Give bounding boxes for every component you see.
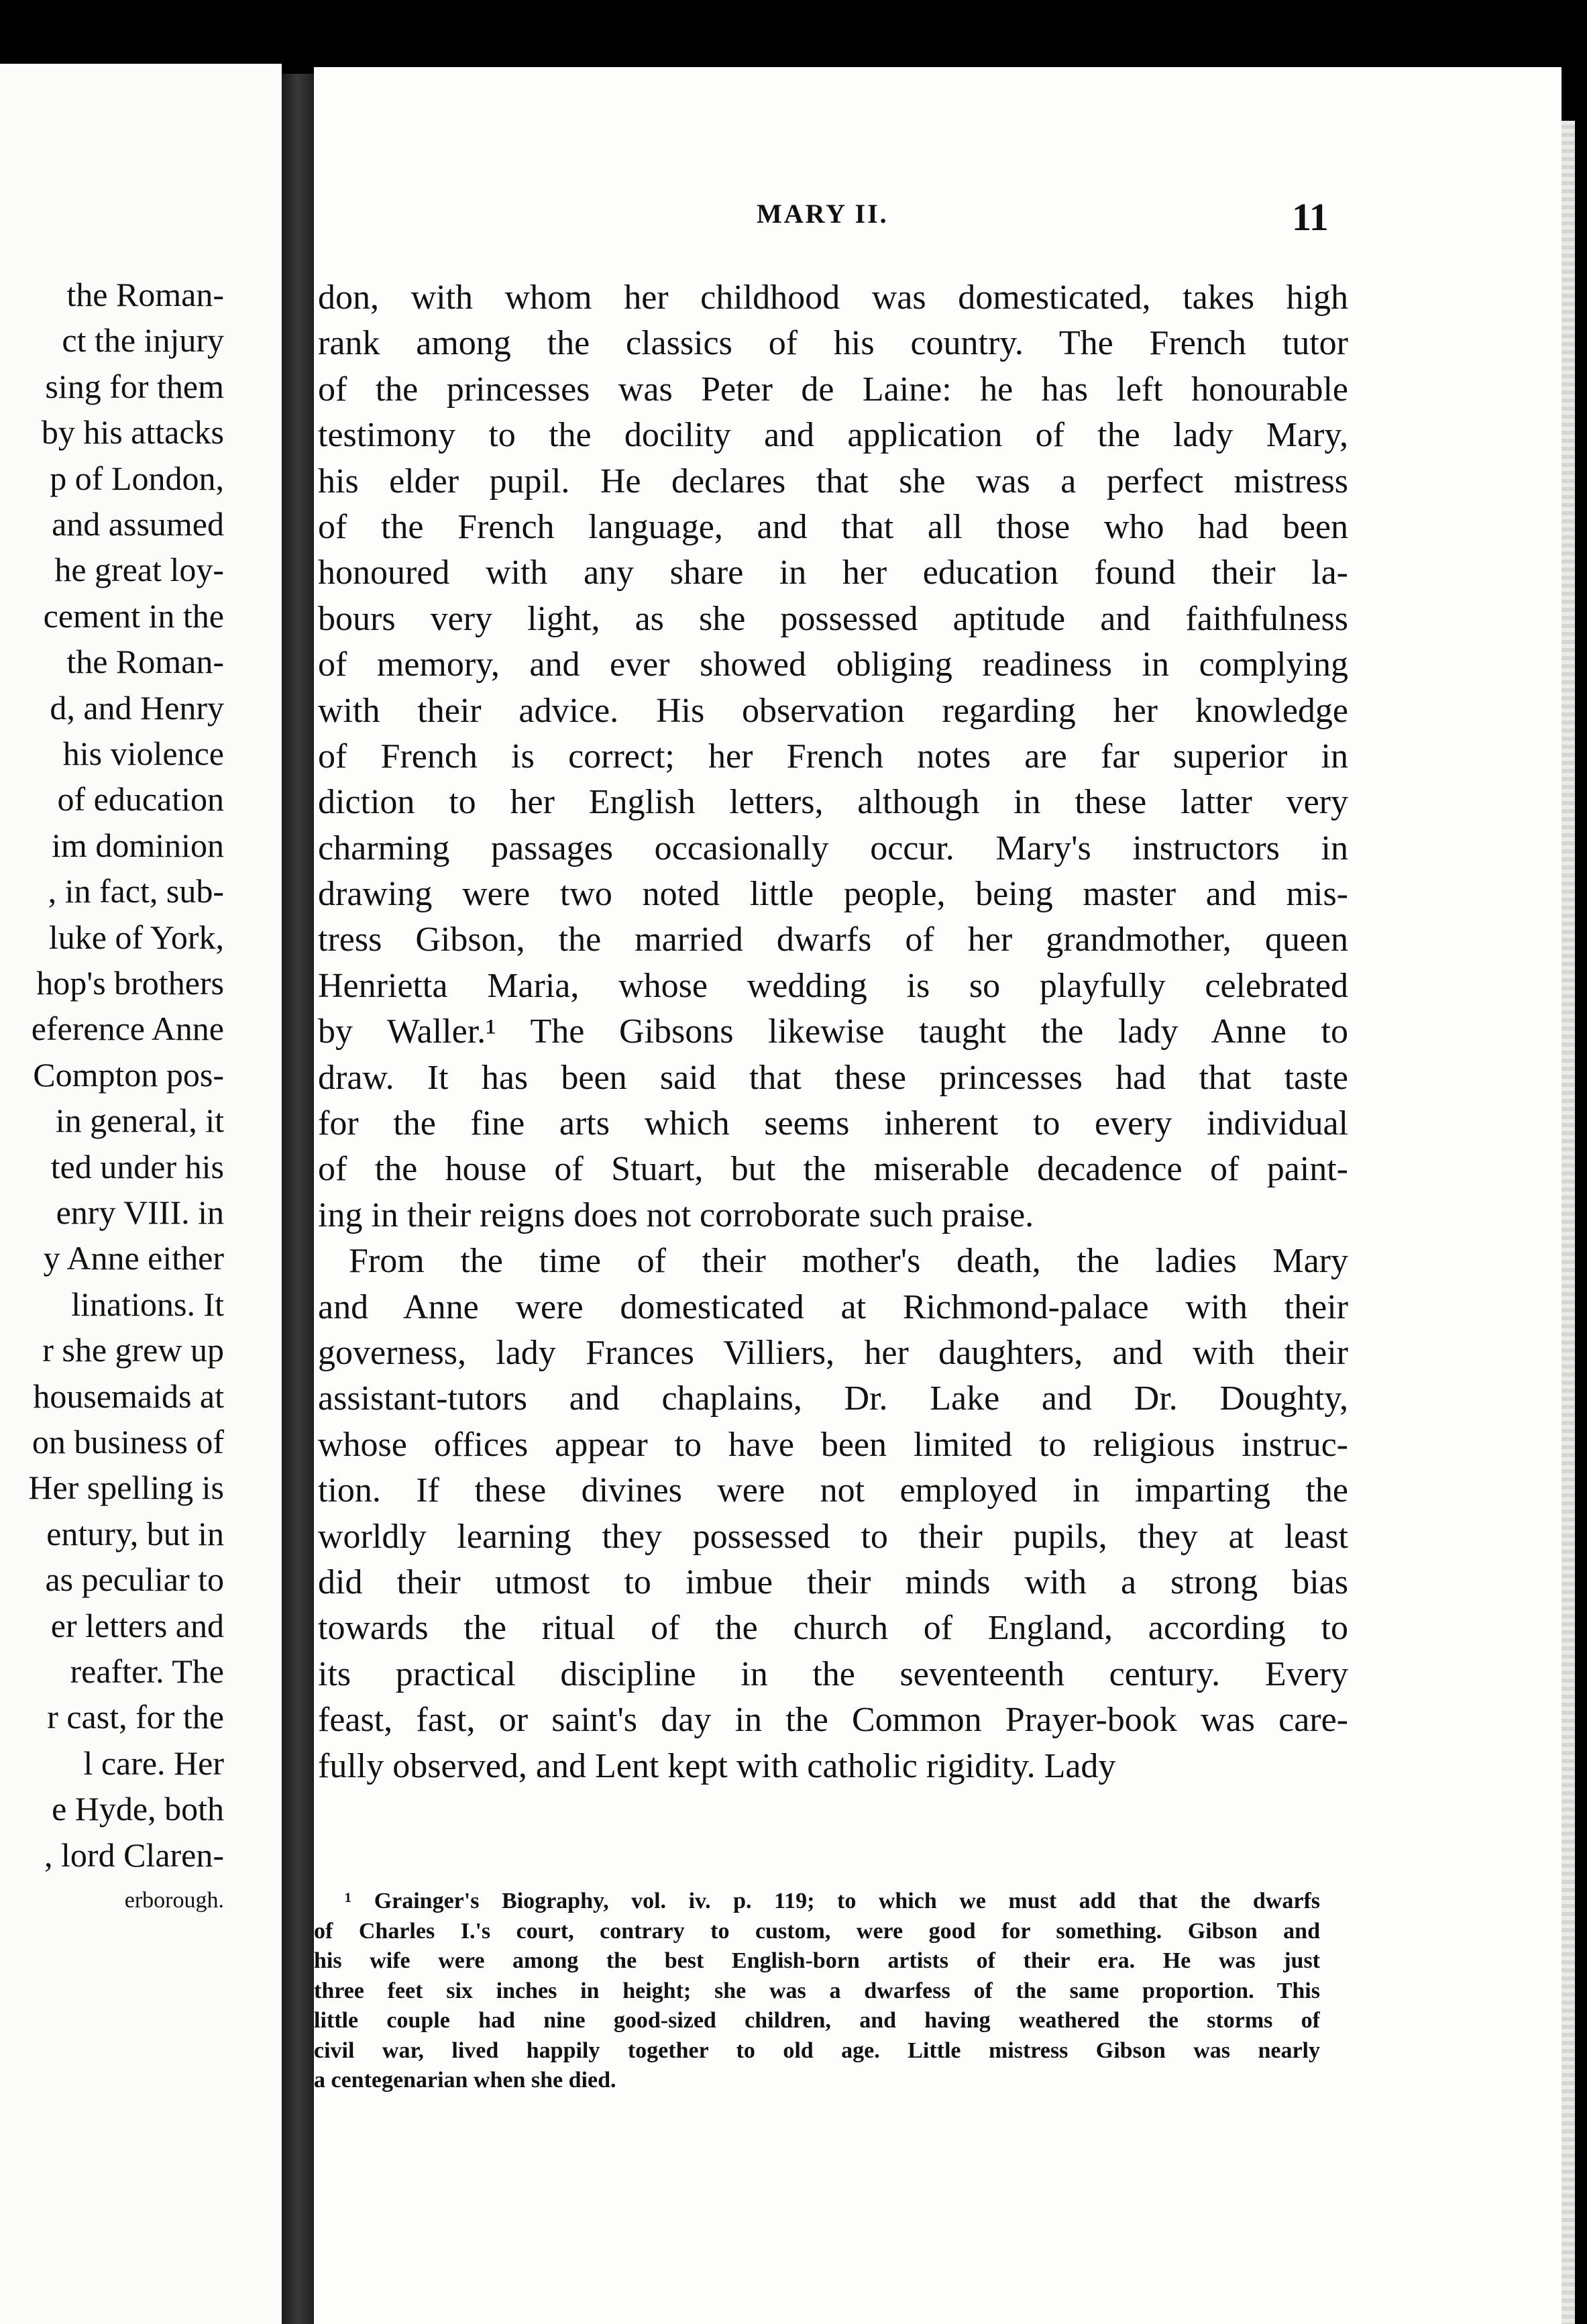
body-line: charming passages occasionally occur. Mary's instructors in (318, 829, 1348, 867)
left-page-line: the Roman- (66, 643, 224, 681)
body-text (318, 275, 1348, 1789)
body-line: governess, lady Frances Villiers, her daughters, and with their (318, 1333, 1348, 1372)
body-line: worldly learning they possessed to their pupils, they at least (318, 1517, 1348, 1556)
left-page-line: enry VIII. in (56, 1194, 224, 1231)
body-line: ing in their reigns does not corroborate such praise. (318, 1196, 1034, 1234)
body-line: tress Gibson, the married dwarfs of her grandmother, queen (318, 920, 1348, 959)
body-line: honoured with any share in her education found their la- (318, 553, 1348, 592)
footnotes (314, 1887, 1320, 2096)
body-line: bours very light, as she possessed aptitude and faithfulness (318, 599, 1348, 638)
footnote-line: three feet six inches in height; she was a dwarfess of the same proportion. This (314, 1978, 1320, 2003)
left-page-line: on business of (32, 1423, 224, 1461)
left-page-line: er letters and (50, 1606, 224, 1644)
body-line: did their utmost to imbue their minds with a strong bias (318, 1563, 1348, 1601)
left-page-line: of education (57, 780, 224, 818)
left-page-line: ted under his (50, 1147, 224, 1185)
body-line: testimony to the docility and application of the lady Mary, (318, 416, 1348, 455)
body-line: of French is correct; her French notes are far superior in (318, 737, 1348, 776)
body-line: with their advice. His observation regarding her knowledge (318, 691, 1348, 730)
page-number: 11 (1292, 195, 1329, 239)
body-line: From the time of their mother's death, the ladies Mary (349, 1242, 1348, 1281)
left-page-line: , lord Claren- (44, 1836, 224, 1874)
left-page-line: Her spelling is (28, 1469, 224, 1507)
body-line: towards the ritual of the church of England, according to (318, 1609, 1348, 1648)
footnote-line: civil war, lived happily together to old age. Little mistress Gibson was nearly (314, 2038, 1320, 2063)
left-page-line: y Anne either (43, 1239, 224, 1277)
footnote-line: a centegenarian when she died. (314, 2068, 616, 2093)
footnote-line: of Charles I.'s court, contrary to custom, were good for something. Gibson and (314, 1918, 1320, 1944)
left-page-line: eference Anne (31, 1010, 224, 1048)
left-page-line: r she grew up (42, 1331, 224, 1369)
body-line: of memory, and ever showed obliging readiness in complying (318, 645, 1348, 684)
body-line: of the house of Stuart, but the miserable decadence of paint- (318, 1150, 1348, 1189)
left-page-line: linations. It (71, 1285, 224, 1323)
footnote-line: little couple had nine good-sized children, and having weathered the storms of (314, 2008, 1320, 2033)
left-page-line: sing for them (45, 367, 224, 405)
body-line: of the French language, and that all those who had been (318, 507, 1348, 546)
left-page-line: hop's brothers (36, 964, 224, 1002)
left-page-line: l care. Her (83, 1744, 224, 1782)
left-page-line: erborough. (124, 1888, 224, 1913)
left-page-line: by his attacks (41, 413, 224, 452)
left-page-line: Compton pos- (33, 1055, 224, 1094)
footnote-line: his wife were among the best English-born artists of their era. He was just (314, 1948, 1320, 1973)
left-page-line: e Hyde, both (52, 1790, 224, 1828)
left-page-line: he great loy- (54, 551, 224, 589)
left-page-line: reafter. The (70, 1652, 224, 1690)
body-line: its practical discipline in the seventeenth century. Every (318, 1654, 1348, 1693)
left-page-line: ct the injury (62, 321, 224, 360)
right-page (314, 67, 1562, 2324)
body-line: and Anne were domesticated at Richmond-palace with their (318, 1287, 1348, 1326)
left-page-line: the Roman- (66, 276, 224, 313)
body-line: tion. If these divines were not employed in imparting the (318, 1471, 1348, 1510)
body-line: draw. It has been said that these princesses had that taste (318, 1058, 1348, 1097)
body-line: diction to her English letters, although in these latter very (318, 783, 1348, 822)
body-line: fully observed, and Lent kept with catholic rigidity. Lady (318, 1746, 1116, 1785)
body-line: of the princesses was Peter de Laine: he has left honourable (318, 370, 1348, 409)
left-page (0, 64, 282, 2324)
left-page-line: , in fact, sub- (48, 872, 224, 910)
body-line: assistant-tutors and chaplains, Dr. Lake and Dr. Doughty, (318, 1379, 1348, 1418)
left-page-line: im dominion (52, 826, 224, 864)
body-line: Henrietta Maria, whose wedding is so playfully celebrated (318, 966, 1348, 1005)
left-page-line: d, and Henry (50, 688, 224, 727)
body-line: rank among the classics of his country. The French tutor (318, 324, 1348, 363)
left-page-line: luke of York, (48, 918, 224, 956)
body-line: his elder pupil. He declares that she was a perfect mistress (318, 462, 1348, 500)
left-page-line: his violence (62, 735, 224, 772)
left-page-line: housemaids at (33, 1377, 224, 1415)
body-line: don, with whom her childhood was domesticated, takes high (318, 278, 1348, 317)
body-line: for the fine arts which seems inherent to every individual (318, 1104, 1348, 1143)
left-page-line: entury, but in (46, 1514, 224, 1552)
left-page-line: r cast, for the (47, 1698, 224, 1736)
running-head: MARY II. (757, 199, 889, 229)
body-line: feast, fast, or saint's day in the Common Prayer-book was care- (318, 1701, 1348, 1740)
body-line: by Waller.¹ The Gibsons likewise taught the lady Anne to (318, 1012, 1348, 1051)
body-line: drawing were two noted little people, being master and mis- (318, 875, 1348, 914)
left-page-line: cement in the (43, 596, 224, 635)
body-line: whose offices appear to have been limited to religious instruc- (318, 1425, 1348, 1464)
left-page-line: in general, it (55, 1102, 224, 1140)
left-page-line: p of London, (50, 459, 224, 497)
left-page-line: as peculiar to (45, 1561, 224, 1599)
left-page-line: and assumed (52, 505, 224, 543)
footnote-line: ¹ Grainger's Biography, vol. iv. p. 119; to which we must add that the dwarfs (345, 1889, 1320, 1913)
